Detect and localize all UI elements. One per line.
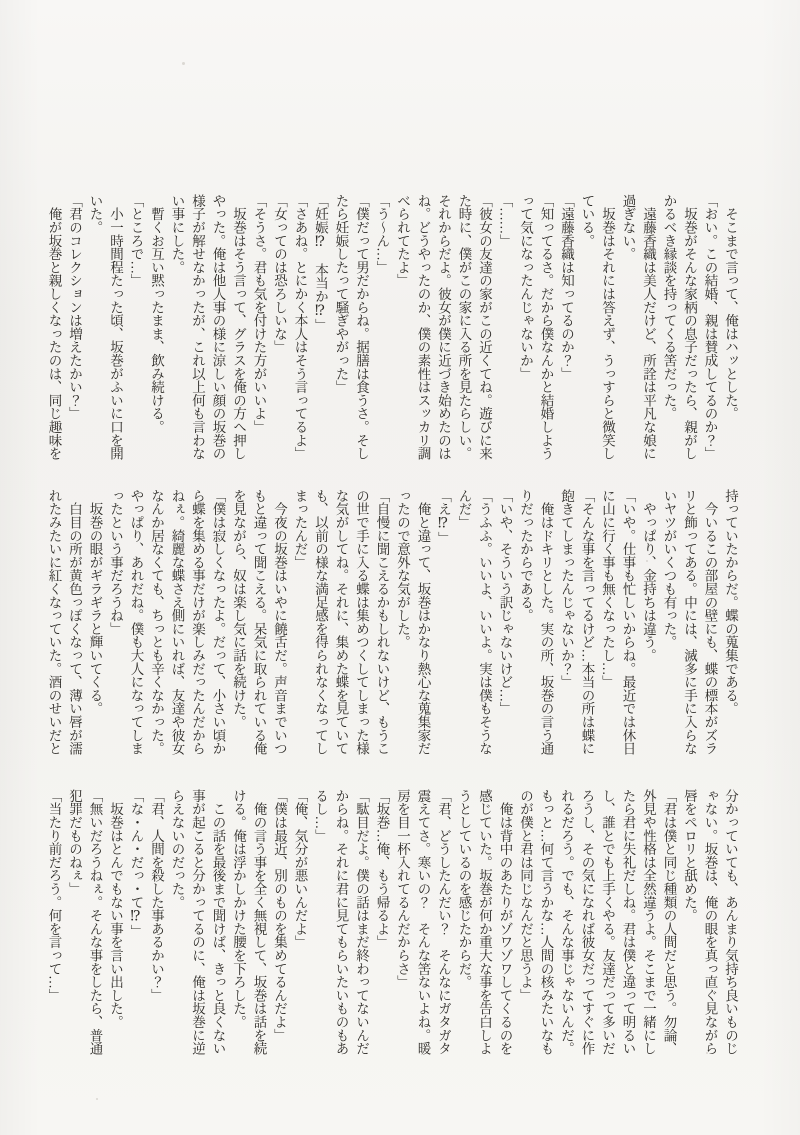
- text-column: 「彼女の友達の家がこの近くてね。遊びに来: [477, 194, 492, 461]
- text-column: ろうし、その気になれば彼女だってすぐに作: [579, 789, 595, 1056]
- text-column: た時に、僕がこの家に入る所を見たらしい。: [456, 194, 472, 461]
- text-column: ったという事だろうね」: [108, 489, 123, 636]
- text-column: 小一時間程たった頃、坂巻がふいに口を開: [108, 194, 123, 461]
- text-column: 「な・ん・だっ・て⁉」: [128, 789, 144, 938]
- text-column: な気がしてね。それに、集めた蝶を見ていて: [333, 489, 349, 756]
- text-column: 「君のコレクションは増えたかい？」: [67, 194, 82, 421]
- text-column: 「妊娠⁉ 本当か⁉」: [313, 194, 328, 333]
- text-column: に山に行く事も無くなったし…」: [600, 489, 615, 689]
- text-band-bottom: [40, 789, 740, 1067]
- text-column: も、以前の様な満足感を得られなくなってし: [313, 489, 328, 756]
- scan-speck: [646, 560, 648, 562]
- text-column: 様子が解せなかったが、これ以上何も言わな: [190, 194, 205, 461]
- text-column: リと飾ってある。中には、滅多に手に入らな: [682, 489, 697, 756]
- text-column: 「僕は寂しくなったよ。だって、小さい頃か: [210, 489, 226, 756]
- text-column: 「俺、気分が悪いんだよ」: [292, 789, 308, 949]
- text-column: 暫くお互い黙ったまま、飲み続ける。: [149, 194, 164, 434]
- text-column: 今夜の坂巻はいやに饒舌だ。声音までいつ: [272, 489, 287, 756]
- text-column: って気になったんじゃないか」: [518, 194, 533, 381]
- text-column: なんか居なくても、ちっとも辛くなかった。: [149, 489, 164, 756]
- text-column: 「当たり前だろう。何を言って…」: [46, 789, 62, 1002]
- text-column: 坂巻はそう言って、グラスを俺の方へ押し: [231, 194, 246, 461]
- text-column: 「君、人間を殺した事あるかい？」: [149, 789, 164, 1002]
- text-column: べられてたよ」: [395, 194, 410, 288]
- text-column: やった。俺は他人事の様に涼しい顔の坂巻の: [210, 194, 226, 461]
- text-column: らえないのだった。: [169, 789, 185, 909]
- text-column: 俺と違って、坂巻はかなり熱心な蒐集家だ: [415, 489, 431, 756]
- text-column: いヤツがいくつも有った。: [661, 489, 677, 649]
- text-column: やっぱり、あれだね。僕も大人になってしま: [128, 489, 144, 756]
- text-column: そこまで言って、俺はハッとした。: [723, 194, 738, 421]
- text-column: 「え⁉」: [436, 489, 451, 545]
- text-column: 「いや。仕事も忙しいからね。最近では休日: [620, 489, 636, 756]
- text-column: 犯罪だものねぇ」: [67, 789, 82, 896]
- text-column: 「坂巻…俺、もう帰るよ」: [374, 789, 390, 949]
- text-column: 「君は僕と同じ種類の人間だと思う。勿論、: [661, 789, 677, 1056]
- text-column: 「う～ん…」: [374, 194, 390, 274]
- text-column: ねぇ。綺麗な蝶さえ側にいれば、友達や彼女: [169, 489, 185, 756]
- text-column: ね。どうやったのか、僕の素性はスッカリ調: [415, 194, 431, 461]
- text-column: 「そうさ。君も気を付けた方がいいよ」: [251, 194, 267, 434]
- text-column: 過ぎない。: [620, 194, 636, 261]
- text-column: 「……」: [497, 194, 513, 248]
- text-column: 「女ってのは恐ろしいな」: [272, 194, 287, 354]
- text-column: 坂巻の眼がギラギラと輝いてくる。: [87, 489, 103, 716]
- text-column: 房を目一杯入れてるんだからさ」: [395, 789, 410, 989]
- text-band-top: [40, 194, 740, 472]
- text-column: 「そんな事を言ってるけど…本当の所は蝶に: [579, 489, 595, 756]
- text-column: 飽きてしまったんじゃないか？」: [559, 489, 574, 689]
- text-column: の世で手に入る蝶は集めつくしてしまった様: [354, 489, 369, 756]
- text-column: 俺が坂巻と親しくなったのは、同じ趣味を: [46, 194, 62, 461]
- text-column: 感じていた。坂巻が何か重大な事を告白しよ: [477, 789, 492, 1056]
- text-column: 「おい。この結婚、親は賛成してるのか？」: [702, 194, 718, 461]
- text-column: かるべき縁談を持ってくる筈だった。: [661, 194, 677, 421]
- text-column: もと違って聞こえる。呆気に取られている俺: [251, 489, 267, 756]
- text-column: るし…」: [313, 789, 328, 843]
- text-column: たら君に失礼だしね。君は僕と違って明るい: [620, 789, 636, 1056]
- text-column: 俺はドキリとした。実の所、坂巻の言う通: [538, 489, 554, 756]
- text-column: ゃない。坂巻は、俺の眼を真っ直ぐ見ながら: [702, 789, 718, 1056]
- text-column: 俺の言う事を全く無視して、坂巻は話を続: [251, 789, 267, 1056]
- text-column: 「僕は最近、別のものを集めてるんだよ」: [272, 789, 287, 1042]
- text-column: ける。俺は浮かしかけた腰を下ろした。: [231, 789, 246, 1029]
- text-column: ら蝶を集める事だけが楽しみだったんだから: [190, 489, 205, 756]
- text-column: 坂巻はとんでもない事を言い出した。: [108, 789, 123, 1029]
- text-column: を見ながら、奴は楽し気に話を続けた。: [231, 489, 246, 729]
- text-column: 持っていたからだ。蝶の蒐集である。: [723, 489, 738, 716]
- text-column: たら妊娠したって騒ぎやがった」: [333, 194, 349, 394]
- text-column: この話を最後まで聞けば、きっと良くない: [210, 789, 226, 1056]
- text-column: ったので意外な気がした。: [395, 489, 410, 649]
- text-column: 「ところで…」: [128, 194, 144, 288]
- text-column: いた。: [87, 194, 103, 234]
- scan-speck: [706, 1052, 708, 1054]
- text-column: やっぱり、金持ちは違う。: [641, 489, 656, 662]
- scan-speck: [96, 1098, 98, 1100]
- text-column: それからだよ。彼女が僕に近づき始めたのは: [436, 194, 451, 461]
- text-column: 坂巻はそれには答えず、うっすらと微笑し: [600, 194, 615, 461]
- text-column: 「さあね。とにかく本人はそう言ってるよ」: [292, 194, 308, 461]
- text-column: 外見や性格は全然違うよ。そこまで一緒にし: [641, 789, 656, 1056]
- text-column: 白目の所が黄色っぽくなって、薄い唇が濡: [67, 489, 82, 756]
- text-column: 今いるこの部屋の壁にも、蝶の標本がズラ: [702, 489, 718, 756]
- text-column: 「遠藤香織は知ってるのか？」: [559, 194, 574, 381]
- text-column: 「知ってるさ。だから僕なんかと結婚しよう: [538, 194, 554, 461]
- text-column: んだ」: [456, 489, 472, 529]
- text-column: ている。: [579, 194, 595, 248]
- text-column: 「君、どうしたんだい？ そんなにガタガタ: [436, 789, 451, 1056]
- text-column: 坂巻がそんな家柄の息子だったら、親がし: [682, 194, 697, 461]
- text-column: もっと…何て言うかな…人間の核みたいなも: [538, 789, 554, 1056]
- text-column: 「駄目だよ。僕の話はまだ終わってないんだ: [354, 789, 369, 1056]
- text-column: 「僕だって男だからね。据膳は食うさ。そし: [354, 194, 369, 461]
- text-column: 「うふふ。いいよ、いいよ。実は僕もそうな: [477, 489, 492, 756]
- text-column: うとしているのを感じたからだ。: [456, 789, 472, 989]
- text-column: からね。それに君に見てもらいたいものもあ: [333, 789, 349, 1056]
- text-column: 「無いだろうねぇ。そんな事をしたら、普通: [87, 789, 103, 1056]
- text-band-middle: [40, 489, 740, 767]
- text-column: 俺は背中のあたりがゾワゾワしてくるのを: [497, 789, 513, 1056]
- text-column: れるだろう。でも、そんな事じゃないんだ。: [559, 789, 574, 1056]
- text-column: い事にした。: [169, 194, 185, 274]
- text-column: し、誰とでも上手くやる。友達だって多いだ: [600, 789, 615, 1056]
- text-column: 遠藤香織は美人だけど、所詮は平凡な娘に: [641, 194, 656, 461]
- text-column: 事が起こると分かってるのに、俺は坂巻に逆: [190, 789, 205, 1056]
- text-column: 分かっていても、あんまり気持ち良いものじ: [723, 789, 738, 1056]
- text-column: りだったからである。: [518, 489, 533, 623]
- text-column: まったんだ」: [292, 489, 308, 569]
- text-column: れたみたいに紅くなっていた。酒のせいだと: [46, 489, 62, 756]
- text-column: 震えてさ。寒いの？ そんな筈ないよね。暖: [415, 789, 431, 1056]
- text-column: 唇をペロリと舐めた。: [682, 789, 697, 923]
- scan-speck: [182, 62, 185, 65]
- text-column: 「いや、そういう訳じゃないけど…」: [497, 489, 513, 716]
- text-column: 「自慢に聞こえるかもしれないけど、もうこ: [374, 489, 390, 756]
- text-column: のが僕と君は同じなんだと思うよ」: [518, 789, 533, 1002]
